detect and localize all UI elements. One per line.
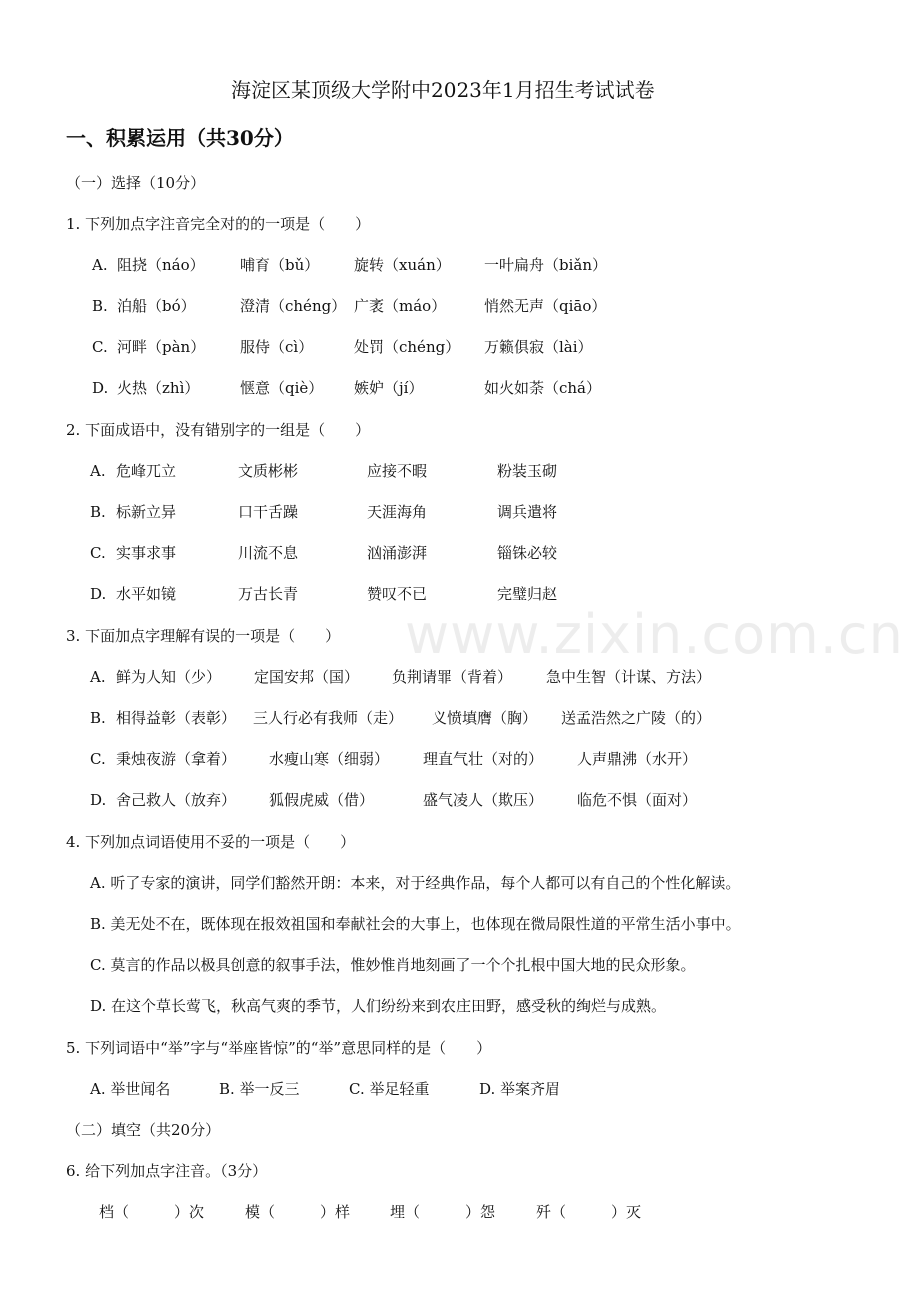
option-cell: 水瘦山寒（细弱） [269,750,390,768]
option-cell: 悄然无声（qiāo） [484,297,607,315]
option-line: A. 听了专家的演讲，同学们豁然开朗：本来，对于经典作品，每个人都可以有自己的个性化解读。 [90,874,741,892]
option-cell: 义愤填膺（胸） [432,709,538,727]
question-stem: 5. 下列词语中“举”字与“举座皆惊”的“举”意思同样的是（ ） [66,1039,492,1057]
option-cell: 河畔（pàn） [117,338,206,356]
fill-in-item: 埋（ ）怨 [390,1203,496,1221]
option-cell: C. 举足轻重 [349,1080,430,1098]
option-cell: 汹涌澎湃 [367,544,428,562]
option-cell: 处罚（chéng） [354,338,461,356]
option-cell: D. 举案齐眉 [479,1080,561,1098]
option-line: D. 在这个草长莺飞，秋高气爽的季节，人们纷纷来到农庄田野，感受秋的绚烂与成熟。 [90,997,667,1015]
option-letter: B. [92,297,108,315]
fill-in-item: 档（ ）次 [99,1203,205,1221]
option-cell: 送孟浩然之广陵（的） [561,709,712,727]
option-cell: 火热（zhì） [117,379,200,397]
option-cell: 一叶扁舟（biǎn） [484,256,608,274]
section-heading: 一、积累运用（共30分） [66,126,294,150]
option-cell: 标新立异 [116,503,177,521]
option-cell: 万古长青 [238,585,299,603]
option-cell: 川流不息 [238,544,299,562]
option-cell: 泊船（bó） [117,297,196,315]
option-cell: 人声鼎沸（水开） [577,750,698,768]
part-heading: （二）填空（共20分） [66,1121,221,1139]
option-cell: 舍己救人（放弃） [116,791,237,809]
option-cell: 锱铢必较 [497,544,558,562]
option-cell: 三人行必有我师（走） [253,709,404,727]
option-cell: 相得益彰（表彰） [116,709,237,727]
question-stem: 6. 给下列加点字注音。（3分） [66,1162,268,1180]
option-cell: B. 举一反三 [219,1080,300,1098]
page-title: 海淀区某顶级大学附中2023年1月招生考试试卷 [231,78,655,102]
part-heading: （一）选择（10分） [66,174,206,192]
question-stem: 4. 下列加点词语使用不妥的一项是（ ） [66,833,356,851]
option-cell: 哺育（bǔ） [240,256,320,274]
option-letter: D. [90,585,107,603]
option-letter: C. [90,544,106,562]
option-cell: 澄清（chéng） [240,297,347,315]
option-line: B. 美无处不在，既体现在报效祖国和奉献社会的大事上，也体现在微局限性道的平常生活小事中。 [90,915,741,933]
option-cell: 旋转（xuán） [354,256,451,274]
option-cell: 服侍（cì） [240,338,314,356]
option-cell: 鲜为人知（少） [116,668,222,686]
question-stem: 3. 下面加点字理解有误的一项是（ ） [66,627,341,645]
option-cell: 临危不惧（面对） [577,791,698,809]
option-cell: 调兵遣将 [497,503,558,521]
fill-in-item: 模（ ）样 [245,1203,351,1221]
option-cell: 秉烛夜游（拿着） [116,750,237,768]
option-cell: 负荆请罪（背着） [392,668,513,686]
fill-in-item: 歼（ ）灭 [536,1203,642,1221]
option-cell: A. 举世闻名 [90,1080,171,1098]
option-letter: A. [90,668,106,686]
option-letter: A. [92,256,108,274]
option-cell: 嫉妒（jí） [354,379,424,397]
option-cell: 理直气壮（对的） [423,750,544,768]
option-letter: C. [90,750,106,768]
option-cell: 危峰兀立 [116,462,177,480]
option-cell: 阻挠（náo） [117,256,205,274]
question-stem: 1. 下列加点字注音完全对的的一项是（ ） [66,215,371,233]
question-stem: 2. 下面成语中，没有错别字的一组是（ ） [66,421,371,439]
option-cell: 盛气凌人（欺压） [423,791,544,809]
option-cell: 水平如镜 [116,585,177,603]
option-letter: D. [92,379,109,397]
option-letter: C. [92,338,108,356]
option-cell: 应接不暇 [367,462,428,480]
option-cell: 口干舌躁 [238,503,299,521]
option-cell: 赞叹不已 [367,585,428,603]
watermark: www.zixin.com.cn [405,603,904,666]
option-cell: 粉装玉砌 [497,462,558,480]
option-cell: 文质彬彬 [238,462,299,480]
option-cell: 惬意（qiè） [240,379,324,397]
option-letter: A. [90,462,106,480]
option-cell: 完璧归赵 [497,585,558,603]
option-letter: D. [90,791,107,809]
option-cell: 定国安邦（国） [254,668,360,686]
option-cell: 广袤（máo） [354,297,447,315]
option-cell: 天涯海角 [367,503,428,521]
option-cell: 万籁俱寂（lài） [484,338,593,356]
option-cell: 实事求事 [116,544,177,562]
option-cell: 狐假虎威（借） [269,791,375,809]
option-cell: 急中生智（计谋、方法） [546,668,712,686]
option-letter: B. [90,503,106,521]
option-cell: 如火如荼（chá） [484,379,602,397]
option-line: C. 莫言的作品以极具创意的叙事手法，惟妙惟肖地刻画了一个个扎根中国大地的民众形象。 [90,956,696,974]
option-letter: B. [90,709,106,727]
